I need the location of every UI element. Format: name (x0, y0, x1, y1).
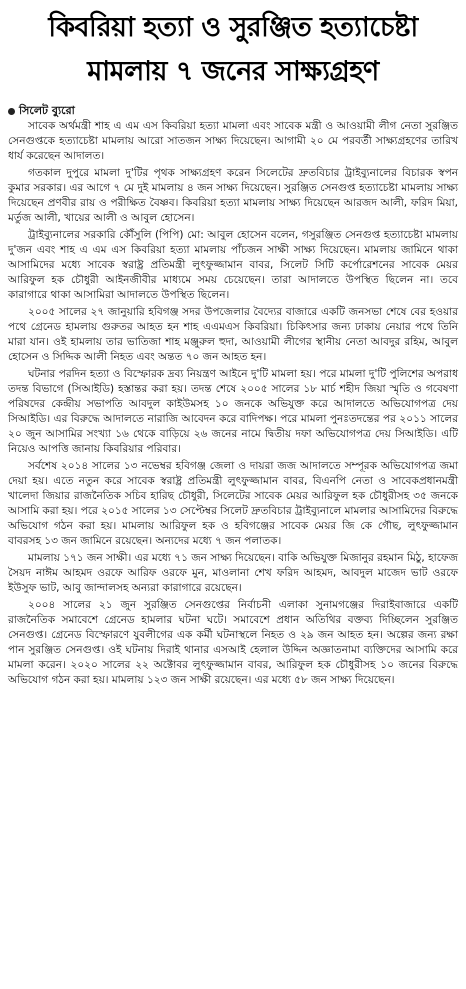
bullet-icon (8, 108, 15, 115)
byline (8, 104, 458, 118)
headline-line-1: কিবরিয়া হত্যা ও সুরঞ্জিত হত্যাচেষ্টা (48, 12, 418, 43)
paragraph: ঘটনার পরদিন হত্যা ও বিস্ফোরক দ্রব্য নিয়ন্ত্রণ আইনে দু'টি মামলা হয়। পরে মামলা দু'টি পুলিশের অপরাধ তদন্ত বিভাগে (সিআইডি) হস্তান্তর করা হয়। তদন্ত শেষে ২০০৫ সালের ১৮ মার্চ শহীদ জিয়া স্মৃতি ও গবেষণা পরিষদের কেন্দ্রীয় সভাপতি আবদুল কাইউমসহ ১০ জনকে অভিযুক্ত করে আদালতে অভিযোগপত্র দেয় সিআইডি। এর বিরুদ্ধে আদালতে নারাজি আবেদন করে বাদিপক্ষ। পরে মামলা পুনঃতদন্তের পর ২০১১ সালের ২০ জুন আসামির সংখ্যা ১৬ থেকে বাড়িয়ে ২৬ জনের নামে দ্বিতীয় দফা অভিযোগপত্র দেয় সিআইডি। এটি নিয়েও আপত্তি জানায় কিবরিয়ার পরিবার। (8, 368, 458, 455)
headline-line-2: মামলায় ৭ জনের সাক্ষ্যগ্রহণ (87, 56, 379, 87)
paragraph: মামলায় ১৭১ জন সাক্ষী। এর মধ্যে ৭১ জন সাক্ষ্য দিয়েছেন। বাকি অভিযুক্ত মিজানুর রহমান মিঠু, হাফেজ সৈয়দ নাঈম আহমদ ওরফে আরিফ ওরফে মুন, মাওলানা শেখ ফরিদ আহমদ, আবদুল মাজেদ ভাট ওরফে ইউসুফ ভাট, আবু জান্দালসহ অন্যরা কারাগারে রয়েছেন। (8, 552, 458, 594)
paragraph: ২০০৫ সালের ২৭ জানুয়ারি হবিগঞ্জ সদর উপজেলার বৈদ্যের বাজারে একটি জনসভা শেষে বের হওয়ার পথে গ্রেনেড হামলায় গুরুতর আহত হন শাহ এএমএস কিবরিয়া। চিকিৎসার জন্য ঢাকায় নেয়ার পথে তিনি মারা যান। ওই হামলায় তার ভাতিজা শাহ মঞ্জুরুল হুদা, আওয়ামী লীগের স্থানীয় নেতা আবদুর রহিম, আবুল হোসেন ও সিদ্দিক আলী নিহত এবং অন্তত ৭০ জন আহত হন। (8, 306, 458, 363)
article-body (8, 119, 458, 688)
paragraph: সর্বশেষ ২০১৪ সালের ১৩ নভেম্বর হবিগঞ্জ জেলা ও দায়রা জজ আদালতে সম্পূরক অভিযোগপত্র জমা দেয়া হয়। এতে নতুন করে সাবেক স্বরাষ্ট্র প্রতিমন্ত্রী লুৎফুজ্জামান বাবর, বিএনপি নেতা ও সাবেকপ্রধানমন্ত্রী খালেদা জিয়ার রাজনৈতিক সচিব হারিছ চৌধুরী, সিলেটের সাবেক মেয়র আরিফুল হক চৌধুরীসহ ৩৫ জনকে আসামি করা হয়। পরে ২০১৫ সালের ১৩ সেপ্টেম্বর সিলেট দ্রুতবিচার ট্রাইব্যুনালে মামলার আসামিদের বিরুদ্ধে অভিযোগ গঠন করা হয়। মামলায় আরিফুল হক ও হবিগঞ্জের সাবেক মেয়র জি কে গৌছ, লুৎফুজ্জামান বাবরসহ ১৩ জন জামিনে রয়েছেন। অন্যদের মধ্যে ৭ জন পলাতক। (8, 460, 458, 547)
headline (8, 6, 458, 94)
paragraph: সাবেক অর্থমন্ত্রী শাহ এ এম এস কিবরিয়া হত্যা মামলা এবং সাবেক মন্ত্রী ও আওয়ামী লীগ নেতা সুরঞ্জিত সেনগুপ্তকে হত্যাচেষ্টা মামলায় আরো সাতজন সাক্ষ্য দিয়েছেন। আগামী ২০ মে পরবর্তী সাক্ষ্যগ্রহণের তারিখ ধার্য করেছেন আদালত। (8, 120, 458, 162)
paragraph: গতকাল দুপুরে মামলা দু'টির পৃথক সাক্ষ্যগ্রহণ করেন সিলেটের দ্রুতবিচার ট্রাইব্যুনালের বিচারক স্বপন কুমার সরকার। এর আগে ৭ মে দুই মামলায় ৪ জন সাক্ষ্য দিয়েছেন। সুরঞ্জিত সেনগুপ্ত হত্যাচেষ্টা মামলায় সাক্ষ্য দিয়েছেন প্রণবীর রায় ও পরীক্ষিত বৈষ্ণব। কিবরিয়া হত্যা মামলায় সাক্ষ্য দিয়েছেন আরজদ আলী, ফরিদ মিয়া, মর্তুজ আলী, খায়ের আলী ও আবুল হোসেন। (8, 167, 458, 224)
paragraph: ২০০৪ সালের ২১ জুন সুরঞ্জিত সেনগুপ্তের নির্বাচনী এলাকা সুনামগঞ্জের দিরাইবাজারে একটি রাজনৈতিক সমাবেশে গ্রেনেড হামলার ঘটনা ঘটে। সমাবেশে প্রধান অতিথির বক্তব্য দিচ্ছিলেন সুরঞ্জিত সেনগুপ্ত। গ্রেনেড বিস্ফোরণে যুবলীগের এক কর্মী ঘটনাস্থলে নিহত ও ২৯ জন আহত হন। অল্পের জন্য রক্ষা পান সুরঞ্জিত সেনগুপ্ত। ওই ঘটনায় দিরাই থানার এসআই হেলাল উদ্দিন অজ্ঞাতনামা ব্যক্তিদের আসামি করে মামলা করেন। ২০২০ সালের ২২ অক্টোবর লুৎফুজ্জামান বাবর, আরিফুল হক চৌধুরীসহ ১০ জনের বিরুদ্ধে অভিযোগ গঠন করা হয়। মামলায় ১২৩ জন সাক্ষী রয়েছেন। এর মধ্যে ৫৮ জন সাক্ষ্য দিয়েছেন। (8, 599, 458, 686)
byline-text: সিলেট ব্যুরো (19, 104, 75, 117)
paragraph: ট্রাইব্যুনালের সরকারি কৌঁসুলি (পিপি) মো: আবুল হোসেন বলেন, গসুরঞ্জিত সেনগুপ্ত হত্যাচেষ্টা মামলায় দু'জন এবং শাহ এ এম এস কিবরিয়া হত্যা মামলায় পাঁচজন সাক্ষী সাক্ষ্য দিয়েছেন। মামলায় জামিনে থাকা আসামিদের মধ্যে সাবেক স্বরাষ্ট্র প্রতিমন্ত্রী লুৎফুজ্জামান বাবর, সিলেট সিটি কর্পোরেশনের সাবেক মেয়র আরিফুল হক চৌধুরী আইনজীবীর মাধ্যমে সময় চেয়েছেন। তারা আদালতে উপস্থিত ছিলেন না। তবে কারাগারে থাকা আসামিরা আদালতে উপস্থিত ছিলেন। (8, 229, 458, 301)
